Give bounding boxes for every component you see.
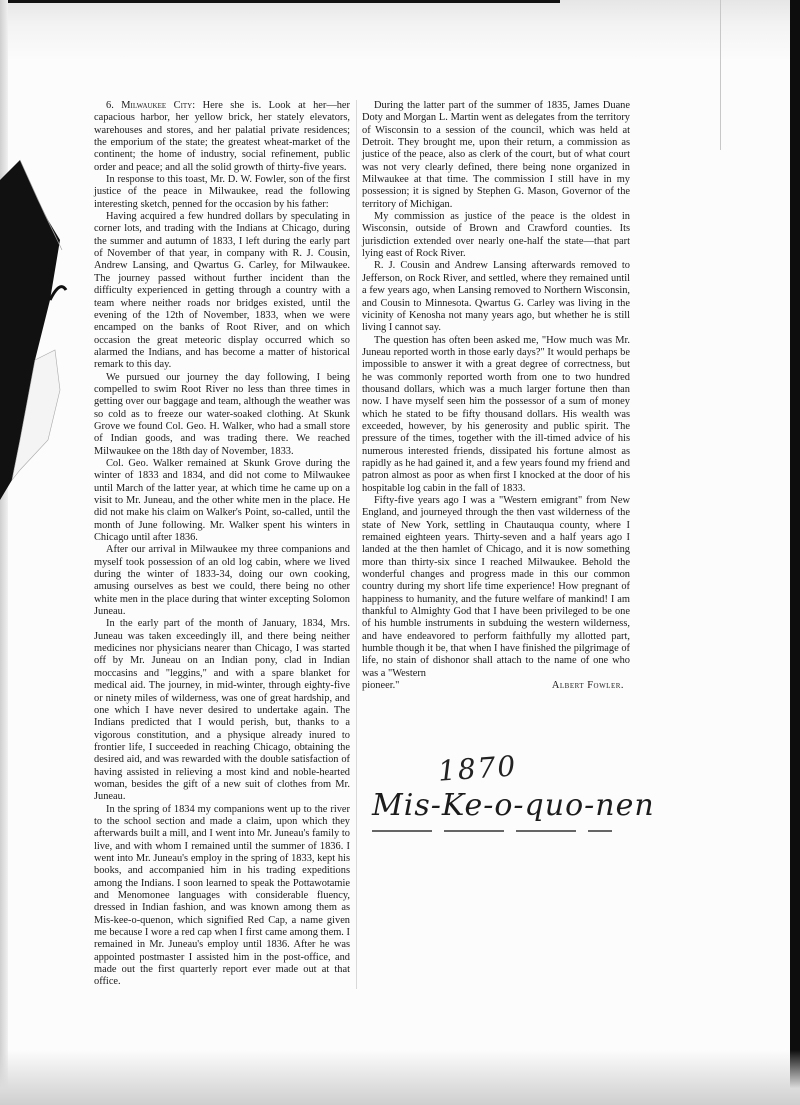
toast-heading: 6. Milwaukee City: <box>106 100 196 111</box>
article-paragraph: In response to this toast, Mr. D. W. Fowler, son of the first justice of the peace in Milwaukee, read the following interesting sketch, penned for the occasion by his father: <box>94 174 350 210</box>
author-signature: Albert Fowler. <box>551 680 624 692</box>
torn-paper-flap-icon <box>0 140 70 540</box>
handwritten-indian-name: Mis-Ke-o-quo-nen <box>372 788 655 823</box>
article-paragraph: My commission as justice of the peace is the oldest in Wisconsin, outside of Brown and Crawford counties. Its jurisdiction extended over nearly one-half the state—that part lying east of Rock River. <box>362 211 630 260</box>
toast-text: Here she is. Look at her—her capacious harbor, her yellow brick, her stately elevators, warehouses and stores, and her palatial private residences; the emporium of the state; the greatest wheat-market of the continent; the home of industry, social refinement, public order and peace; and all the solid growth of thirty-five years. <box>94 100 351 173</box>
article-paragraph: During the latter part of the summer of 1835, James Duane Doty and Morgan L. Martin went as delegates from the territory of Wisconsin to a session of the council, which was held at Detroit. They brought me, upon their return, a commission as justice of the peace, also as clerk of the court, but of what court was not very clearly defined, there being none organized in Milwaukee at that time. The commission I still have in my possession; it is signed by Stephen G. Mason, Governor of the territory of Michigan. <box>362 100 630 210</box>
article-left-column <box>94 100 357 989</box>
page-fold-line <box>720 0 721 150</box>
handwritten-year: 1870 <box>436 749 519 788</box>
closing-word: pioneer." <box>362 680 400 692</box>
scan-top-edge <box>0 0 560 3</box>
article-paragraph: We pursued our journey the day following, I being compelled to swim Root River no less than three times in getting over our baggage and team, although the weather was so cold as to freeze our water-soaked clothing. At Skunk Grove we found Col. Geo. H. Walker, who had a small store of Indian goods, and was trading there. We reached Milwaukee on the 18th day of November, 1833. <box>94 371 350 457</box>
article-paragraph: The question has often been asked me, "How much was Mr. Juneau reported worth in those early days?" It would perhaps be impossible to answer it with a great degree of correctness, but he was commonly reported worth from one to two hundred thousand dollars, which was a much larger fortune then than now. I have myself seen him the possessor of a sum of money which he stated to be fifty thousand dollars. His wealth was exceeded, however, by his generosity and public spirit. The pressure of the times, together with the ill-timed advice of his numerous interested friends, dissipated his fortune almost as rapidly as he had gained it, and a few years found my friend and patron almost as poor as when first I knocked at the door of his hospitable log cabin in the fall of 1833. <box>362 334 630 494</box>
article-paragraph: Col. Geo. Walker remained at Skunk Grove during the winter of 1833 and 1834, and did not come to Milwaukee until March of the latter year, at which time he came up on a visit to Mr. Juneau, and the other white men in the place. He did not make his claim on Walker's Point, so-called, until the month of June following. Mr. Walker spent his winters in Chicago until after 1836. <box>94 457 350 544</box>
signature-line <box>362 680 630 692</box>
scan-right-edge <box>790 0 800 1105</box>
article-paragraph: In the spring of 1834 my companions went up to the river to the school section and made a claim, upon which they afterwards built a mill, and I went into Mr. Juneau's family to live, and with whom I remained until the summer of 1836. I went into Mr. Juneau's employ in the spring of 1833, kept his books, and accompanied him in his trading expeditions among the Indians. I soon learned to speak the Pottawotamie and Menomonee languages with considerable fluency, dressed in Indian fashion, and was known among them as Mis-kee-o-quenon, which signified Red Cap, a name given me because I wore a red cap when I first came among them. I remained in Mr. Juneau's employ until 1836. After he was appointed postmaster I assisted him in the post-office, and made out the first quarterly report ever made out at that office. <box>94 803 350 988</box>
article-paragraph: Having acquired a few hundred dollars by speculating in corner lots, and trading with the Indians at Chicago, during the summer and autumn of 1833, I left during the early part of November of that year, in company with R. J. Cousin, Andrew Lansing, and Qwartus G. Carley, for Milwaukee. The journey passed without further incident than the difficulty experienced in getting through a country with a team where neither roads nor bridges existed, until the evening of the 12th of November, 1833, when we were encamped on the banks of Root River, and on which occasion the great meteoric display occurred which so alarmed the Indians, and has become a matter of historical remark to this day. <box>94 211 350 371</box>
toast-paragraph <box>94 100 350 174</box>
scan-top-shading <box>0 0 800 62</box>
article-paragraph: After our arrival in Milwaukee my three companions and myself took possession of an old log cabin, where we lived during the winter of 1833-34, doing our own cooking, amusing ourselves as best we could, there being no other white men in the place during that winter excepting Solomon Juneau. <box>94 544 350 618</box>
article-paragraph: R. J. Cousin and Andrew Lansing afterwards removed to Jefferson, on Rock River, and settled, where they remained until a few years ago, when Lansing removed to Northern Wisconsin, and Cousin to Minnesota. Qwartus G. Carley was living in the vicinity of Kenosha not many years ago, but whether he is still living I cannot say. <box>362 260 630 334</box>
article-paragraph: Fifty-five years ago I was a "Western emigrant" from New England, and journeyed through the then vast wilderness of the state of New York, settling in Chautauqua county, where I remained eighteen years. Thirty-seven and a half years ago I landed at the then hamlet of Chicago, and it is now something more than thirty-six since I reached Milwaukee. Behold the wonderful changes and progress made in this our common country during my short life time experience! How pregnant of happiness to humanity, and the future welfare of mankind! I am thankful to Almighty God that I have been privileged to be one of his humble instruments in subduing the western wilderness, and have endeavored to perform faithfully my allotted part, humble though it be, that when I have finished the pilgrimage of life, no stain of dishonor shall attach to the name of one who was a "Western <box>362 495 630 679</box>
scan-bottom-shading <box>0 1050 800 1105</box>
article-paragraph: In the early part of the month of January, 1834, Mrs. Juneau was taken exceedingly ill, and there being neither medicines nor physicians nearer than Chicago, I was started off by Mr. Juneau on an Indian pony, clad in Indian moccasins and "leggins," and with a spare blanket for medical aid. The journey, in mid-winter, through eighty-five or ninety miles of wilderness, was one of great hardship, and one which I have never desired to undertake again. The Indians predicted that I would perish, but, thanks to a vigorous constitution, and a physique already inured to frontier life, I succeeded in reaching Chicago, obtaining the desired aid, and was rewarded with the double satisfaction of having assisted in relieving a most kind and noble-hearted woman, besides the gift of a new suit of clothes from Mr. Juneau. <box>94 618 350 803</box>
article-right-column <box>362 100 630 693</box>
handwritten-underline <box>372 830 612 832</box>
